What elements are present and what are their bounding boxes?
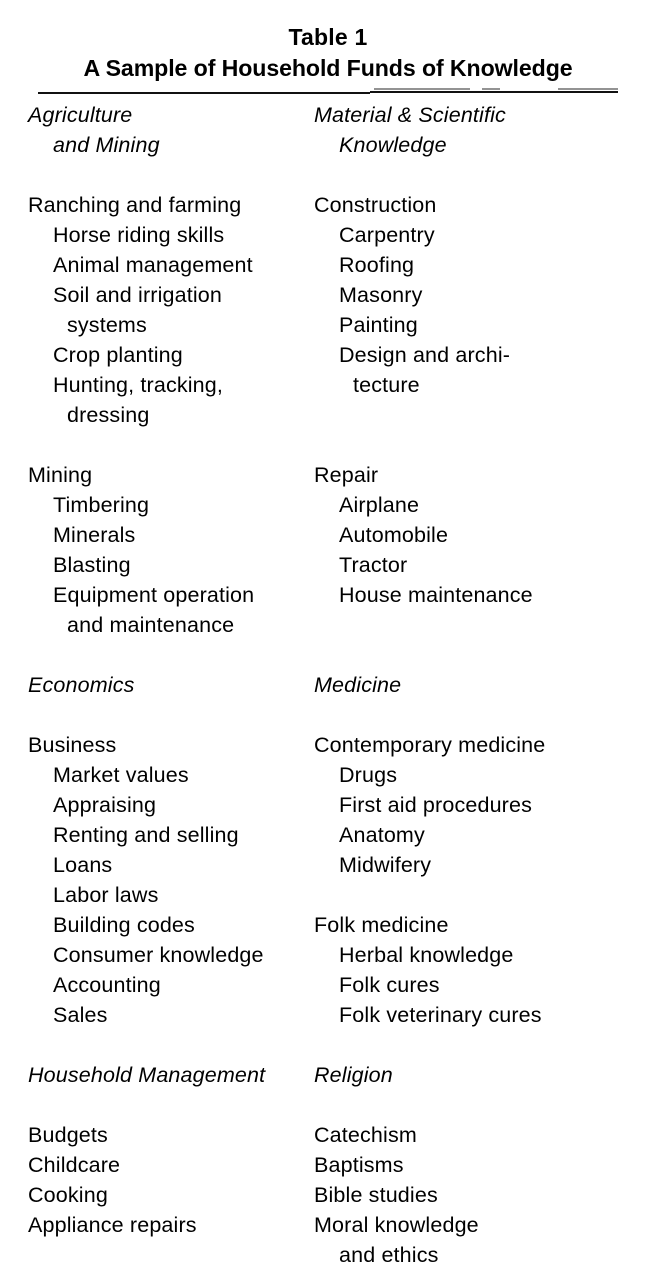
table-cell-right <box>300 520 656 550</box>
entry-label: Horse riding skills <box>53 223 225 247</box>
table-cell-left <box>0 610 300 640</box>
entry-label: and maintenance <box>67 613 235 637</box>
entry-label: Catechism <box>314 1123 417 1147</box>
entry-label: dressing <box>67 403 150 427</box>
table-cell-left <box>0 490 300 520</box>
table-cell-right <box>300 490 656 520</box>
table-cell-right <box>300 940 656 970</box>
table-row <box>0 790 656 820</box>
table-cell-right <box>300 610 656 640</box>
table-cell-left <box>0 580 300 610</box>
table-row <box>0 160 656 190</box>
entry-label: Contemporary medicine <box>314 733 546 757</box>
entry-label: First aid procedures <box>339 793 532 817</box>
table-cell-right <box>300 880 656 910</box>
table-cell-right <box>300 670 656 700</box>
table-cell-right <box>300 910 656 940</box>
table-row <box>0 760 656 790</box>
entry-label: Folk cures <box>339 973 440 997</box>
table-cell-left <box>0 1000 300 1030</box>
entry-label: Minerals <box>53 523 136 547</box>
table-row <box>0 1240 656 1270</box>
table-cell-left <box>0 1090 300 1120</box>
table-cell-left <box>0 370 300 400</box>
entry-label: Construction <box>314 193 437 217</box>
table-row <box>0 430 656 460</box>
table-cell-right <box>300 460 656 490</box>
table-row <box>0 460 656 490</box>
table-cell-left <box>0 940 300 970</box>
entry-label: Crop planting <box>53 343 183 367</box>
rule-speckle <box>558 88 618 90</box>
section-header: Economics <box>28 673 135 697</box>
table-row <box>0 700 656 730</box>
entry-label: Baptisms <box>314 1153 404 1177</box>
table-row <box>0 850 656 880</box>
table-cell-left <box>0 700 300 730</box>
section-header: Religion <box>314 1063 393 1087</box>
entry-label: Herbal knowledge <box>339 943 514 967</box>
table-row <box>0 1060 656 1090</box>
entry-label: Accounting <box>53 973 161 997</box>
table-number: Table 1 <box>288 24 368 50</box>
table-cell-left <box>0 100 300 130</box>
table-cell-left <box>0 430 300 460</box>
entry-label: Anatomy <box>339 823 425 847</box>
entry-label: Moral knowledge <box>314 1213 479 1237</box>
entry-label: Masonry <box>339 283 423 307</box>
entry-label: Timbering <box>53 493 150 517</box>
table-cell-right <box>300 1240 656 1270</box>
table-cell-right <box>300 1060 656 1090</box>
table-cell-right <box>300 820 656 850</box>
table-cell-right <box>300 700 656 730</box>
table-cell-right <box>300 100 656 130</box>
table-row <box>0 640 656 670</box>
entry-label: Folk medicine <box>314 913 449 937</box>
table-row <box>0 970 656 1000</box>
table-cell-left <box>0 190 300 220</box>
table-cell-right <box>300 130 656 160</box>
table-row <box>0 880 656 910</box>
section-header: Material & Scientific <box>314 103 506 127</box>
table-cell-right <box>300 640 656 670</box>
entry-label: Childcare <box>28 1153 121 1177</box>
entry-label: Roofing <box>339 253 415 277</box>
entry-label: House maintenance <box>339 583 533 607</box>
entry-label: Carpentry <box>339 223 435 247</box>
table-row <box>0 1090 656 1120</box>
rule-segment <box>370 91 618 93</box>
table-row <box>0 250 656 280</box>
table-cell-left <box>0 910 300 940</box>
table-cell-right <box>300 1090 656 1120</box>
table-row <box>0 310 656 340</box>
table-cell-left <box>0 460 300 490</box>
table-cell-right <box>300 250 656 280</box>
table-cell-left <box>0 760 300 790</box>
entry-label: Drugs <box>339 763 398 787</box>
entry-label: Mining <box>28 463 93 487</box>
table-cell-left <box>0 1240 300 1270</box>
table-cell-left <box>0 1150 300 1180</box>
rule-speckle <box>374 88 470 90</box>
entry-label: Loans <box>53 853 113 877</box>
table-caption: A Sample of Household Funds of Knowledge <box>83 55 573 81</box>
entry-label: Bible studies <box>314 1183 438 1207</box>
entry-label: Equipment operation <box>53 583 255 607</box>
table-row <box>0 490 656 520</box>
table-cell-left <box>0 1030 300 1060</box>
entry-label: Business <box>28 733 117 757</box>
table-cell-right <box>300 760 656 790</box>
entry-label: Ranching and farming <box>28 193 242 217</box>
table-cell-left <box>0 280 300 310</box>
table-cell-right <box>300 1150 656 1180</box>
table-cell-right <box>300 850 656 880</box>
entry-label: Consumer knowledge <box>53 943 264 967</box>
table-cell-left <box>0 1180 300 1210</box>
entry-label: Appliance repairs <box>28 1213 197 1237</box>
table-row <box>0 550 656 580</box>
table-cell-left <box>0 340 300 370</box>
entry-label: Midwifery <box>339 853 432 877</box>
table-cell-left <box>0 820 300 850</box>
header-rule <box>38 91 618 94</box>
table-row <box>0 520 656 550</box>
table-cell-left <box>0 1120 300 1150</box>
table-row <box>0 370 656 400</box>
entry-label: and ethics <box>339 1243 439 1267</box>
table-row <box>0 100 656 130</box>
table-row <box>0 1000 656 1030</box>
rule-segment <box>38 92 370 94</box>
entry-label: systems <box>67 313 147 337</box>
entry-label: Budgets <box>28 1123 108 1147</box>
table-cell-right <box>300 370 656 400</box>
table-row <box>0 580 656 610</box>
section-header: Medicine <box>314 673 402 697</box>
entry-label: Tractor <box>339 553 408 577</box>
entry-label: Animal management <box>53 253 253 277</box>
table-cell-right <box>300 790 656 820</box>
table-cell-left <box>0 220 300 250</box>
table-row <box>0 730 656 760</box>
table-row <box>0 130 656 160</box>
table-cell-right <box>300 550 656 580</box>
table-row <box>0 1120 656 1150</box>
table-cell-right <box>300 280 656 310</box>
rule-speckle <box>482 88 500 90</box>
table-cell-right <box>300 400 656 430</box>
table-cell-right <box>300 1120 656 1150</box>
table-cell-right <box>300 1180 656 1210</box>
entry-label: Soil and irrigation <box>53 283 222 307</box>
table-row <box>0 1210 656 1240</box>
table-body <box>0 100 656 1270</box>
table-row <box>0 190 656 220</box>
entry-label: Cooking <box>28 1183 108 1207</box>
table-cell-right <box>300 580 656 610</box>
table-row <box>0 220 656 250</box>
table-cell-right <box>300 730 656 760</box>
table-cell-right <box>300 1030 656 1060</box>
table-cell-left <box>0 790 300 820</box>
entry-label: Blasting <box>53 553 131 577</box>
entry-label: tecture <box>353 373 420 397</box>
table-cell-right <box>300 1210 656 1240</box>
table-title-block <box>0 0 656 84</box>
table-cell-right <box>300 340 656 370</box>
table-row <box>0 820 656 850</box>
entry-label: Hunting, tracking, <box>53 373 224 397</box>
table-row <box>0 940 656 970</box>
table-cell-left <box>0 670 300 700</box>
table-row <box>0 340 656 370</box>
table-cell-left <box>0 850 300 880</box>
table-cell-right <box>300 310 656 340</box>
table-cell-left <box>0 160 300 190</box>
table-row <box>0 910 656 940</box>
table-cell-left <box>0 880 300 910</box>
entry-label: Painting <box>339 313 418 337</box>
table-row <box>0 670 656 700</box>
entry-label: Airplane <box>339 493 420 517</box>
entry-label: Appraising <box>53 793 157 817</box>
table-cell-left <box>0 250 300 280</box>
entry-label: Sales <box>53 1003 108 1027</box>
table-cell-left <box>0 310 300 340</box>
table-cell-right <box>300 1000 656 1030</box>
entry-label: Market values <box>53 763 189 787</box>
table-cell-left <box>0 970 300 1000</box>
section-header: Household Management <box>28 1063 266 1087</box>
entry-label: Building codes <box>53 913 195 937</box>
entry-label: Folk veterinary cures <box>339 1003 542 1027</box>
table-cell-left <box>0 1210 300 1240</box>
table-cell-left <box>0 550 300 580</box>
table-row <box>0 610 656 640</box>
table-cell-left <box>0 1060 300 1090</box>
table-row <box>0 1180 656 1210</box>
section-header: Agriculture <box>28 103 133 127</box>
table-cell-right <box>300 160 656 190</box>
entry-label: Labor laws <box>53 883 159 907</box>
entry-label: Repair <box>314 463 379 487</box>
table-cell-left <box>0 520 300 550</box>
table-cell-right <box>300 970 656 1000</box>
entry-label: Automobile <box>339 523 449 547</box>
table-cell-left <box>0 400 300 430</box>
table-cell-left <box>0 730 300 760</box>
table-row <box>0 1150 656 1180</box>
entry-label: Design and archi- <box>339 343 511 367</box>
entry-label: Renting and selling <box>53 823 239 847</box>
table-cell-right <box>300 190 656 220</box>
table-cell-left <box>0 130 300 160</box>
table-row <box>0 1030 656 1060</box>
section-header: and Mining <box>53 133 160 157</box>
section-header: Knowledge <box>339 133 447 157</box>
table-row <box>0 400 656 430</box>
table-cell-right <box>300 430 656 460</box>
table-row <box>0 280 656 310</box>
table-cell-right <box>300 220 656 250</box>
table-cell-left <box>0 640 300 670</box>
